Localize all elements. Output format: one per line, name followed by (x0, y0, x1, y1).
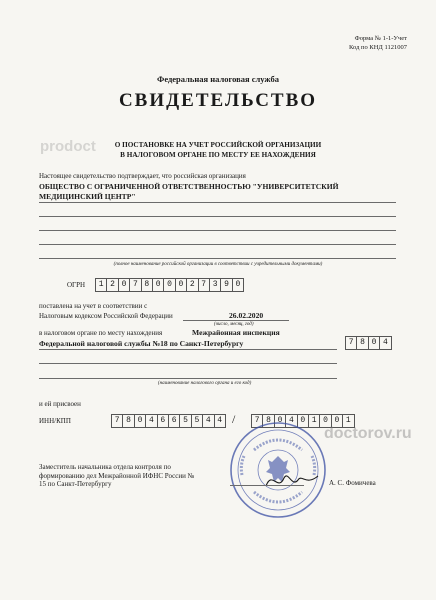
org-line (39, 216, 396, 217)
kpp-digit: 0 (332, 414, 343, 428)
signer-name: А. С. Фомичева (329, 479, 376, 487)
kpp-digit: 1 (309, 414, 320, 428)
authority-line (39, 378, 337, 379)
ogrn-field (95, 278, 244, 292)
tax-authority-text: в налоговом органе по месту нахождения (39, 329, 163, 337)
inn-field (111, 414, 226, 428)
inn-digit: 4 (203, 414, 214, 428)
confirm-text: Настоящее свидетельство подтверждает, что российская организация (39, 172, 246, 180)
tax-code-digit: 7 (345, 336, 357, 350)
kpp-digit: 8 (263, 414, 274, 428)
date-line (183, 320, 289, 321)
signature-icon (262, 466, 322, 494)
form-code: Форма № 1-1-Учет Код по КНД 1121007 (349, 35, 407, 51)
document-subtitle: О ПОСТАНОВКЕ НА УЧЕТ РОССИЙСКОЙ ОРГАНИЗАЦИИ В НАЛОГОВОМ ОРГАНЕ ПО МЕСТУ ЕЕ НАХОЖДЕНИЯ (114, 141, 322, 159)
registration-date: 26.02.2020 (229, 311, 264, 320)
inn-digit: 4 (215, 414, 226, 428)
ogrn-digit: 8 (142, 278, 153, 292)
org-line (39, 202, 396, 203)
ogrn-digit: 7 (199, 278, 210, 292)
inn-digit: 6 (169, 414, 180, 428)
ogrn-digit: 3 (210, 278, 221, 292)
tax-code-digit: 4 (380, 336, 391, 350)
ogrn-digit: 2 (107, 278, 118, 292)
inn-kpp-label: ИНН/КПП (39, 417, 71, 425)
inn-digit: 5 (192, 414, 203, 428)
authority-line (39, 349, 337, 350)
ogrn-label: ОГРН (67, 281, 86, 289)
inn-digit: 7 (111, 414, 123, 428)
document-title: СВИДЕТЕЛЬСТВО (118, 90, 318, 111)
inn-digit: 8 (123, 414, 134, 428)
tax-authority-name-line1: Межрайонная инспекция (192, 328, 280, 337)
tax-code-digit: 8 (357, 336, 368, 350)
org-line (39, 258, 396, 259)
ogrn-digit: 7 (130, 278, 141, 292)
registered-text-line1: поставлена на учет в соответствии с (39, 302, 148, 310)
kpp-digit: 7 (251, 414, 263, 428)
org-line (39, 230, 396, 231)
org-name-line1: ОБЩЕСТВО С ОГРАНИЧЕННОЙ ОТВЕТСТВЕННОСТЬЮ "УНИВЕРСИТЕТСКИЙ (39, 182, 339, 191)
kpp-digit: 1 (343, 414, 354, 428)
authority-caption: (наименование налогового органа и его код) (158, 381, 252, 386)
kpp-digit: 0 (275, 414, 286, 428)
ogrn-digit: 2 (187, 278, 198, 292)
inn-digit: 6 (158, 414, 169, 428)
inn-digit: 4 (146, 414, 157, 428)
authority-line (39, 363, 337, 364)
kpp-digit: 4 (286, 414, 297, 428)
ogrn-digit: 0 (119, 278, 130, 292)
ogrn-digit: 0 (233, 278, 244, 292)
ogrn-digit: 0 (153, 278, 164, 292)
signer-title: Заместитель начальника отдела контроля по формированию дел Межрайонной ИФНС России № 15 по Санкт-Петербургу (39, 463, 195, 488)
issuer-name: Федеральная налоговая служба (157, 74, 279, 84)
org-caption: (полное наименование российской организации в соответствии с учредительными документами) (113, 262, 323, 267)
ogrn-digit: 0 (164, 278, 175, 292)
ogrn-digit: 0 (176, 278, 187, 292)
inn-kpp-separator: / (232, 412, 236, 426)
inn-digit: 0 (135, 414, 146, 428)
inn-digit: 5 (180, 414, 191, 428)
kpp-digit: 0 (320, 414, 331, 428)
ogrn-digit: 9 (221, 278, 232, 292)
tax-code-field (345, 336, 392, 350)
org-name-line2: МЕДИЦИНСКИЙ ЦЕНТР" (39, 192, 136, 201)
kpp-digit: 0 (298, 414, 309, 428)
tax-authority-name-line2: Федеральной налоговой службы №18 по Санкт-Петербургу (39, 339, 244, 348)
ogrn-digit: 1 (95, 278, 107, 292)
watermark-right: doctorov.ru (324, 425, 412, 442)
watermark-left: prodoct (40, 138, 96, 155)
registered-text-line2: Налоговым кодексом Российской Федерации (39, 312, 173, 320)
assigned-text: и ей присвоен (39, 400, 81, 408)
date-caption: (число, месяц, год) (214, 322, 254, 327)
tax-code-digit: 0 (369, 336, 380, 350)
org-line (39, 244, 396, 245)
signature-line (230, 485, 304, 486)
